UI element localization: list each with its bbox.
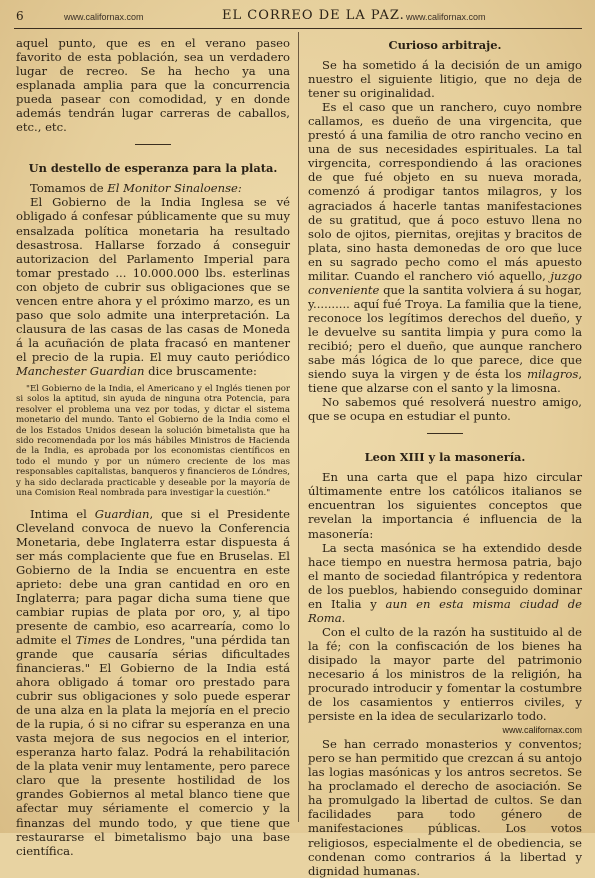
article-paragraph: Con el culto de la razón ha sustituido al de la fé; con la confiscación de los bienes ha disipado la mayor parte del patrimonio necesario á los ministros de la religión, ha procurado introducir y fomentar la costumbre de los casamientos y entierros civiles, y persiste en la idea de secularizarlo todo.: [308, 624, 582, 724]
article-title-plata: Un destello de esperanza para la plata.: [28, 161, 278, 176]
article-paragraph: Es el caso que un ranchero, cuyo nombre callamos, es dueño de una virgencita, que prestó á una familia de otro rancho vecino en una de sus necesidades espirituales. La tal virgencita, correspondiendo á las oraciones de que fué objeto en su nueva morada, comenzó á prodigar tantos milagros, y los agraciados á hacerle tantas manifestaciones de su gratitud, que á poco estuvo llena no solo de ojitos, piernitas, orejitas y bracitos de plata, sino hasta demonedas de oro que luce en su sagrado pecho como el más apuesto militar. Cuando el ranchero vió aquello, juzgo conveniente que la santita volviera á su hogar, y.......... aquí fué Troya. La familia que la tiene, reconoce los legítimos derechos del dueño, y le devuelve su santita limpia y pura como la recibió; pero el dueño, que aunque ranchero sabe más lógica de lo que parece, dice que siendo suya la virgen y de ésta los milagros, tiene que alzarse con el santo y la limosna.: [308, 100, 582, 396]
article-title-arbitraje: Curioso arbitraje.: [388, 38, 502, 52]
page-header: [0, 6, 595, 28]
source-line: Tomamos de El Monitor Sinaloense:: [30, 181, 242, 196]
right-column: [308, 36, 582, 878]
article-paragraph: En una carta que el papa hizo circular últimamente entre los católicos italianos se encuentran los siguientes conceptos que revelan la importancia é influencia de la masonería:: [308, 470, 582, 541]
page-number: 6: [16, 9, 24, 23]
article-paragraph: Intima el Guardian, que si el Presidente Cleveland convoca de nuevo la Conferencia Monetaria, debe Inglaterra estar dispuesta á ser más complaciente que fue en Bruselas. El Gobierno de la India se encuentra en este aprieto: debe una gran cantidad en oro en Inglaterra; para pagar dicha suma tiene que cambiar rupias de plata por oro, y, al tipo presente de cambio, eso acarrearía, como lo admite el Times de Londres, "una pérdida tan grande que causaría sérias dificultades financieras." El Gobierno de la India está ahora obligado á tomar oro prestado para cubrir sus obligaciones y solo puede esperar de una alza en la plata la mejoría en el precio de la rupia, ó si no cifrar su esperanza en una vasta mejora de sus negocios en el interior, esperanza harto falaz. Podrá la rehabilitación de la plata venir muy lentamente, pero parece claro que la presente hostilidad de los grandes Gobiernos al metal blanco tiene que afectar muy sériamente el comercio y la finanzas del mundo todo, y que tiene que restaurarse el bimetalismo bajo una base científica.: [16, 506, 290, 858]
article-title-masoneria: Leon XIII y la masonería.: [364, 450, 526, 465]
article-paragraph: Se han cerrado monasterios y conventos; pero se han permitido que crezcan á su antojo las logias masónicas y los antros secretos. Se ha proclamado el derecho de asociación. Se ha promulgado la libertad de cultos. Se dan facilidades para todo género de manifestaciones públicas. Los votos religiosos, especialmente el de obediencia, se condenan como contrarios á la libertad y dignidad humanas.: [308, 737, 582, 878]
watermark-url-right: www.californax.com: [406, 12, 486, 22]
article-paragraph: El Gobierno de la India Inglesa se vé obligado á confesar públicamente que su muy ensalzada política monetaria ha resultado desastrosa. Hallarse forzado á conseguir autorizacion del Parlamento Imperial para tomar prestado ... 10.000.000 lbs. esterlinas con objeto de cubrir sus obligaciones que se vencen entre ahora y el próximo marzo, es un paso que solo admite una interpretación. La clausura de las casas de las casas de Moneda á la acuñación de plata fracasó en mantener el precio de la rupia. El muy cauto periódico Manchester Guardian dice bruscamente:: [16, 195, 290, 378]
section-separator: [427, 433, 463, 434]
paragraph-continued: aquel punto, que es en el verano paseo favorito de esta población, sea un verdadero lugar de recreo. Se ha hecho ya una esplanada amplia para que la concurrencia pueda pasear con comodidad, y en donde además tendrán lugar carreras de caballos, etc., etc.: [16, 36, 290, 135]
watermark-url-inline: www.californax.com: [502, 725, 582, 736]
article-paragraph: La secta masónica se ha extendido desde hace tiempo en nuestra hermosa patria, bajo el manto de sociedad filantrópica y redentora de los pueblos, habiendo conseguido dominar en Italia y aun en esta misma ciudad de Roma.: [308, 540, 582, 625]
section-separator: [135, 144, 171, 145]
left-column: [16, 36, 290, 858]
masthead-title: EL CORREO DE LA PAZ.: [222, 8, 405, 23]
header-rule: [14, 28, 582, 29]
column-divider: [298, 32, 299, 822]
watermark-url-left: www.californax.com: [64, 12, 144, 22]
article-paragraph: No sabemos qué resolverá nuestro amigo, que se ocupa en estudiar el punto.: [308, 395, 582, 424]
block-quote: "El Gobierno de la India, el Americano y el Inglés tienen por si solos la aptitud, sin ayuda de ninguna otra Potencia, para resolver el problema una vez por todas, y dictar el sistema monetario del mundo. Tanto el Gobierno de la India como el de los Estados Unidos desean la solución bimetalista que ha sido recomendada por los más hábiles Ministros de Hacienda de la India, es aprobada por los economistas científicos en todo el mundo y por un número creciente de los mas responsables capitalistas, banqueros y financieros de Lóndres, y ha sido declarada practicable y deseable por la mayoría de una Comision Real nombrada para investigar la cuestión.": [16, 384, 290, 499]
article-paragraph: Se ha sometido á la decisión de un amigo nuestro el siguiente litigio, que no deja de tener su originalidad.: [308, 58, 582, 101]
